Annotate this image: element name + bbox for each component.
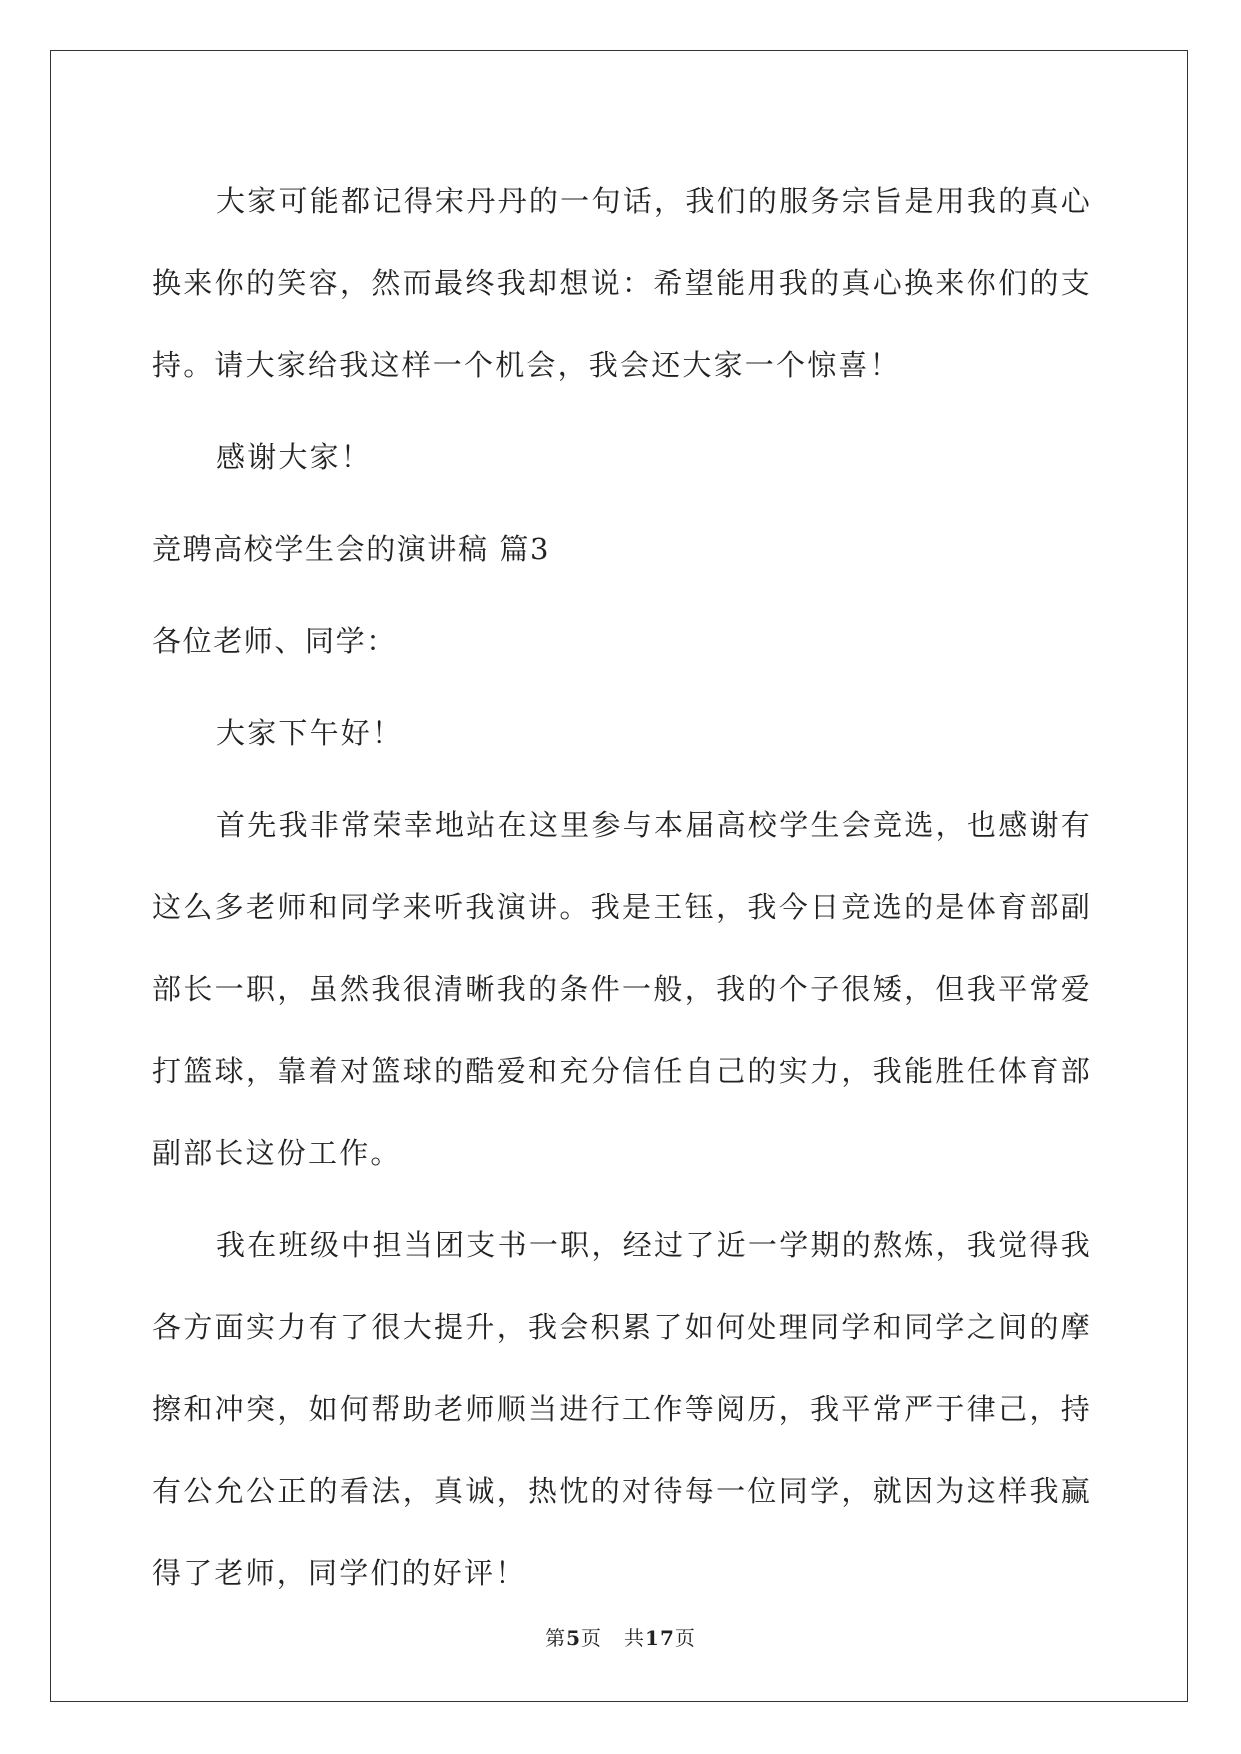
footer-prefix: 第	[545, 1626, 567, 1650]
footer-total-prefix: 共	[624, 1626, 646, 1650]
current-page-number: 5	[566, 1626, 582, 1650]
total-page-count: 17	[645, 1626, 675, 1650]
paragraph: 首先我非常荣幸地站在这里参与本届高校学生会竞选，也感谢有这么多老师和同学来听我演讲。我是王钰，我今日竞选的是体育部副部长一职，虽然我很清晰我的条件一般，我的个子很矮，但我平常爱打篮球，靠着对篮球的酷爱和充分信任自己的实力，我能胜任体育部副部长这份工作。	[152, 808, 1092, 1170]
paragraph: 大家下午好！	[216, 716, 404, 750]
paragraph: 我在班级中担当团支书一职，经过了近一学期的熬炼，我觉得我各方面实力有了很大提升，我会积累了如何处理同学和同学之间的摩擦和冲突，如何帮助老师顺当进行工作等阅历，我平常严于律己，持有公允公正的看法，真诚，热忱的对待每一位同学，就因为这样我赢得了老师，同学们的好评！	[152, 1228, 1092, 1590]
salutation: 各位老师、同学：	[152, 624, 397, 658]
footer-total-suffix: 页	[674, 1626, 696, 1650]
page-footer	[0, 1622, 1241, 1651]
footer-page-suffix: 页	[581, 1626, 603, 1650]
paragraph: 大家可能都记得宋丹丹的一句话，我们的服务宗旨是用我的真心换来你的笑容，然而最终我却想说：希望能用我的真心换来你们的支持。请大家给我这样一个机会，我会还大家一个惊喜！	[152, 184, 1092, 382]
document-body	[152, 160, 1092, 1614]
section-heading: 竞聘高校学生会的演讲稿 篇3	[152, 532, 551, 566]
paragraph: 感谢大家！	[216, 440, 373, 474]
